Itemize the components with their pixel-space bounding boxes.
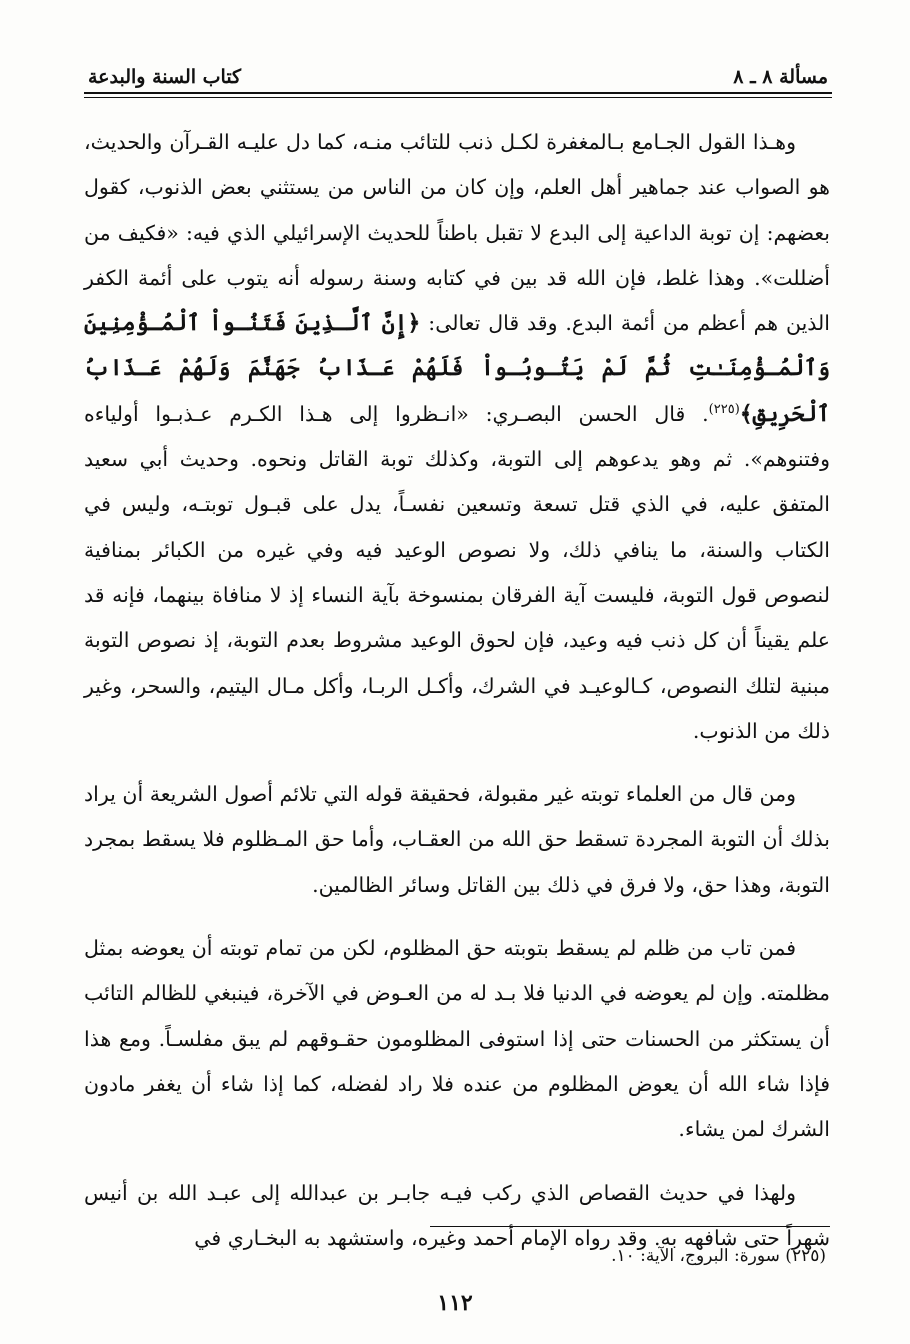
paragraph-2: ومن قال من العلماء توبته غير مقبولة، فحقيقة قوله التي تلائم أصول الشريعة أن يراد بذلك أن التوبة المجردة تسقط حق الله من العقـاب، وأما حق المـظلوم فلا يسقط بمجرد التوبة، وهذا حق، ولا فرق في ذلك بين القاتل وسائر الظالمين. (84, 782, 830, 897)
footnote: (٢٢٥) سورة: البروج، الآية: ١٠. (611, 1246, 826, 1266)
header-book-title: كتاب السنة والبدعة (88, 66, 242, 88)
quran-verse: ﴿إِنَّ ٱلَّـذِينَ فَتَنُـواْ ٱلْمُـؤْمِنِينَ وَٱلْمُـؤْمِنَـٰتِ ثُمَّ لَمْ يَتُـوبُـواْ فَلَهُمْ عَـذَابُ جَهَنَّمَ وَلَهُمْ عَـذَابُ ٱلْحَرِيقِ﴾ (84, 310, 830, 427)
footnote-divider (430, 1226, 830, 1227)
header-chapter: مسألة ٨ ـ ٨ (733, 66, 828, 88)
paragraph-4: ولهذا في حديث القصاص الذي ركب فيـه جابـر بن عبدالله إلى عبـد الله بن أنيس شهراً حتى شافهه به. وقد رواه الإمام أحمد وغيره، واستشهد به البخـاري في (84, 1180, 830, 1250)
paragraph-1-part-2: . قال الحسن البصـري: «انـظروا إلى هـذا الكـرم عـذبـوا أولياءه وفتنوهم». ثم وهو يدعوهم إلى التوبة، وكذلك توبة القاتل ونحوه. وحديث أبي سعيد المتفق عليه، في الذي قتل تسعة وتسعين نفسـاً، يدل على قبـول توبتـه، وليس في الكتاب والسنة، ما ينافي ذلك، ولا نصوص الوعيد فيه وفي غيره من الكبائر بمنافية لنصوص قول التوبة، فليست آية الفرقان بمنسوخة بآية النساء إذ لا منافاة بينهما، فإنه قد علم يقيناً أن كل ذنب فيه وعيد، فإن لحوق الوعيد مشروط بعدم التوبة، إذ نصوص التوبة مبنية لتلك النصوص، كـالوعيـد في الشرك، وأكـل الربـا، وأكل مـال اليتيم، والسحر، وغير ذلك من الذنوب. (84, 401, 830, 743)
header-rule-thick (84, 92, 832, 94)
paragraph-3: فمن تاب من ظلم لم يسقط بتوبته حق المظلوم، لكن من تمام توبته أن يعوضه بمثل مظلمته. وإن لم يعوضه في الدنيا فلا بـد له من العـوض في الآخرة، فينبغي للظالم التائب أن يستكثر من الحسنات حتى إذا استوفى المظلومون حقـوقهم لم يبق مفلسـاً. ومع هذا فإذا شاء الله أن يعوض المظلوم من عنده فلا راد لفضله، كما إذا شاء أن يغفر مادون الشرك لمن يشاء. (84, 936, 830, 1142)
header-rule-thin (84, 97, 832, 98)
footnote-reference: (٢٢٥) (708, 401, 740, 417)
page-header (88, 58, 828, 88)
main-text (84, 120, 830, 1279)
paragraph-1-part-1: وهـذا القول الجـامع بـالمغفرة لكـل ذنب للتائب منـه، كما دل عليـه القـرآن والحديث، هو الصواب عند جماهير أهل العلم، وإن كان من الناس من يستثني بعض الذنوب، كقول بعضهم: إن توبة الداعية إلى البدع لا تقبل باطناً للحديث الإسرائيلي الذي فيه: «فكيف من أضللت». وهذا غلط، فإن الله قد بين في كتابه وسنة رسوله أنه يتوب على أئمة الكفر الذين هم أعظم من أئمة البدع. وقد قال تعالى: (84, 130, 830, 336)
paragraph-1 (84, 120, 830, 754)
page-number: ١١٢ (437, 1290, 473, 1316)
